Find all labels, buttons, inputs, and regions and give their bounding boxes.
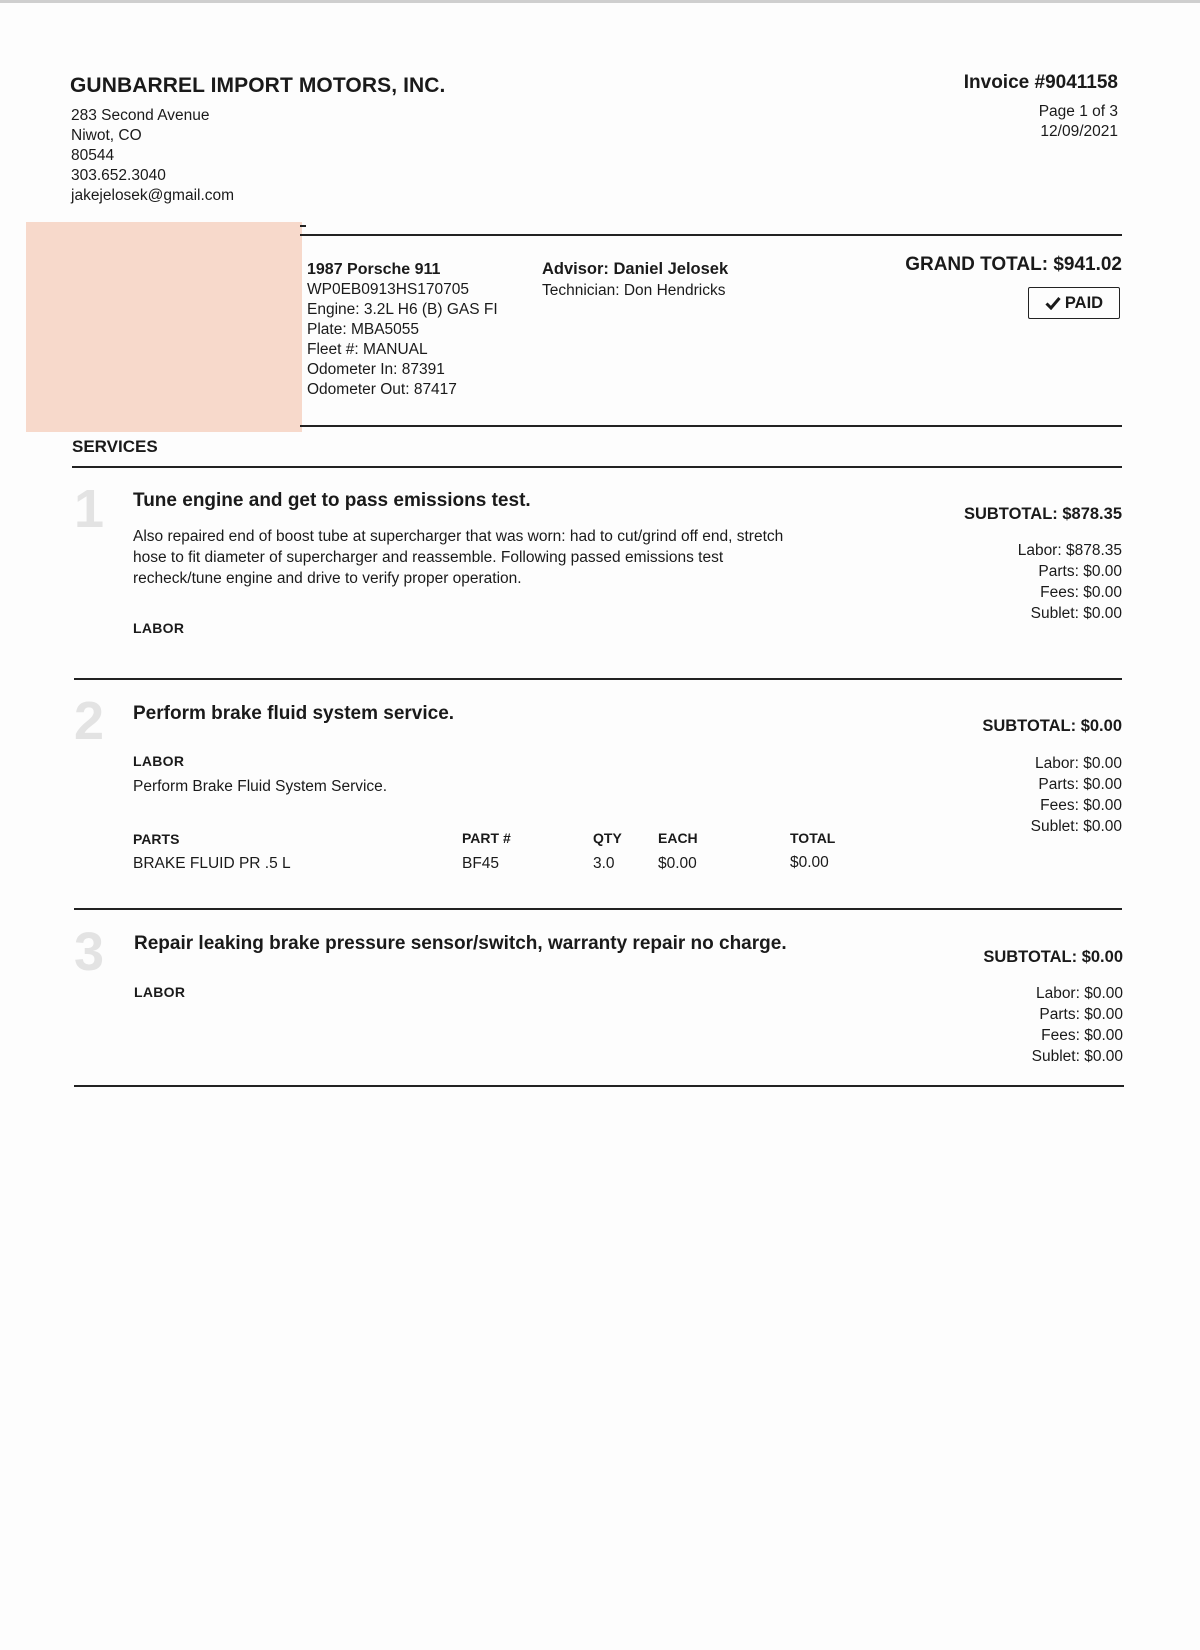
service-number: 3 [74, 922, 105, 982]
vehicle-vin: WP0EB0913HS170705 [307, 281, 470, 298]
vehicle-info [307, 260, 498, 400]
description-line: hose to fit diameter of supercharger and reassemble. Following passed emissions test [133, 549, 724, 566]
invoice-page: Page 1 of 3 [1038, 103, 1118, 120]
each-header: EACH [658, 830, 698, 846]
shop-address: 283 Second Avenue [71, 107, 210, 124]
service-breakdown [1018, 540, 1122, 624]
service-subtotal: SUBTOTAL: $0.00 [983, 948, 1123, 966]
service-description [133, 526, 783, 589]
part-each: $0.00 [658, 855, 697, 872]
staff-info [542, 258, 728, 302]
description-line: Also repaired end of boost tube at supercharger that was worn: had to cut/grind off end, stretch [133, 528, 784, 545]
qty-header: QTY [593, 830, 622, 846]
total-header: TOTAL [790, 830, 836, 846]
labor-description: Perform Brake Fluid System Service. [133, 778, 388, 795]
vehicle-odometer-out: Odometer Out: 87417 [307, 381, 457, 398]
paid-badge [1028, 287, 1120, 319]
header-rule-stub [300, 225, 306, 227]
part-name: BRAKE FLUID PR .5 L [133, 855, 291, 872]
parts-amount: Parts: $0.00 [1039, 1006, 1123, 1023]
page-top-edge [0, 0, 1200, 3]
shop-contact [71, 106, 234, 206]
parts-amount: Parts: $0.00 [1038, 776, 1122, 793]
labor-amount: Labor: $0.00 [1035, 985, 1123, 1002]
redacted-customer-block [26, 222, 302, 432]
service-title: Tune engine and get to pass emissions test. [133, 490, 531, 511]
service-subtotal: SUBTOTAL: $0.00 [982, 717, 1122, 735]
shop-email: jakejelosek@gmail.com [71, 187, 235, 204]
parts-amount: Parts: $0.00 [1038, 563, 1122, 580]
shop-zip: 80544 [71, 147, 115, 164]
labor-amount: Labor: $0.00 [1034, 755, 1122, 772]
checkmark-icon [1045, 296, 1061, 310]
fees-amount: Fees: $0.00 [1041, 1027, 1123, 1044]
services-end-rule [74, 1085, 1124, 1087]
technician: Technician: Don Hendricks [542, 282, 726, 299]
vehicle-bottom-rule [300, 425, 1122, 427]
paid-label: PAID [1064, 293, 1104, 312]
vehicle-top-rule [300, 234, 1122, 236]
labor-amount: Labor: $878.35 [1017, 542, 1122, 559]
shop-phone: 303.652.3040 [71, 167, 166, 184]
fees-amount: Fees: $0.00 [1040, 584, 1122, 601]
fees-amount: Fees: $0.00 [1040, 797, 1122, 814]
parts-header: PARTS [133, 831, 180, 847]
part-total: $0.00 [790, 854, 829, 871]
sublet-amount: Sublet: $0.00 [1030, 605, 1122, 622]
service-subtotal: SUBTOTAL: $878.35 [963, 505, 1122, 523]
service-breakdown [1032, 983, 1123, 1067]
invoice-meta [1039, 102, 1118, 142]
shop-name: GUNBARREL IMPORT MOTORS, INC. [70, 74, 446, 97]
service-title: Repair leaking brake pressure sensor/switch, warranty repair no charge. [134, 933, 787, 954]
description-line: recheck/tune engine and drive to verify proper operation. [133, 570, 522, 587]
grand-total: GRAND TOTAL: $941.02 [905, 254, 1122, 275]
vehicle-plate: Plate: MBA5055 [307, 321, 420, 338]
labor-label: LABOR [133, 753, 185, 769]
invoice-date: 12/09/2021 [1040, 123, 1118, 140]
vehicle-model: 1987 Porsche 911 [307, 261, 441, 278]
service-breakdown [1031, 753, 1122, 837]
vehicle-odometer-in: Odometer In: 87391 [307, 361, 445, 378]
vehicle-fleet: Fleet #: MANUAL [307, 341, 428, 358]
services-heading: SERVICES [72, 437, 158, 456]
vehicle-engine: Engine: 3.2L H6 (B) GAS FI [307, 301, 498, 318]
advisor: Advisor: Daniel Jelosek [542, 260, 729, 278]
service-divider [74, 678, 1122, 680]
labor-label: LABOR [133, 620, 185, 636]
part-number: BF45 [462, 855, 500, 872]
shop-city: Niwot, CO [71, 127, 142, 144]
services-rule [72, 466, 1122, 468]
invoice-number: Invoice #9041158 [963, 72, 1118, 93]
part-qty: 3.0 [593, 855, 615, 872]
service-number: 1 [74, 479, 105, 539]
sublet-amount: Sublet: $0.00 [1030, 818, 1122, 835]
service-divider [74, 908, 1122, 910]
sublet-amount: Sublet: $0.00 [1031, 1048, 1123, 1065]
labor-label: LABOR [134, 984, 186, 1000]
part-number-header: PART # [462, 830, 511, 846]
service-number: 2 [74, 691, 105, 751]
service-title: Perform brake fluid system service. [133, 703, 455, 724]
